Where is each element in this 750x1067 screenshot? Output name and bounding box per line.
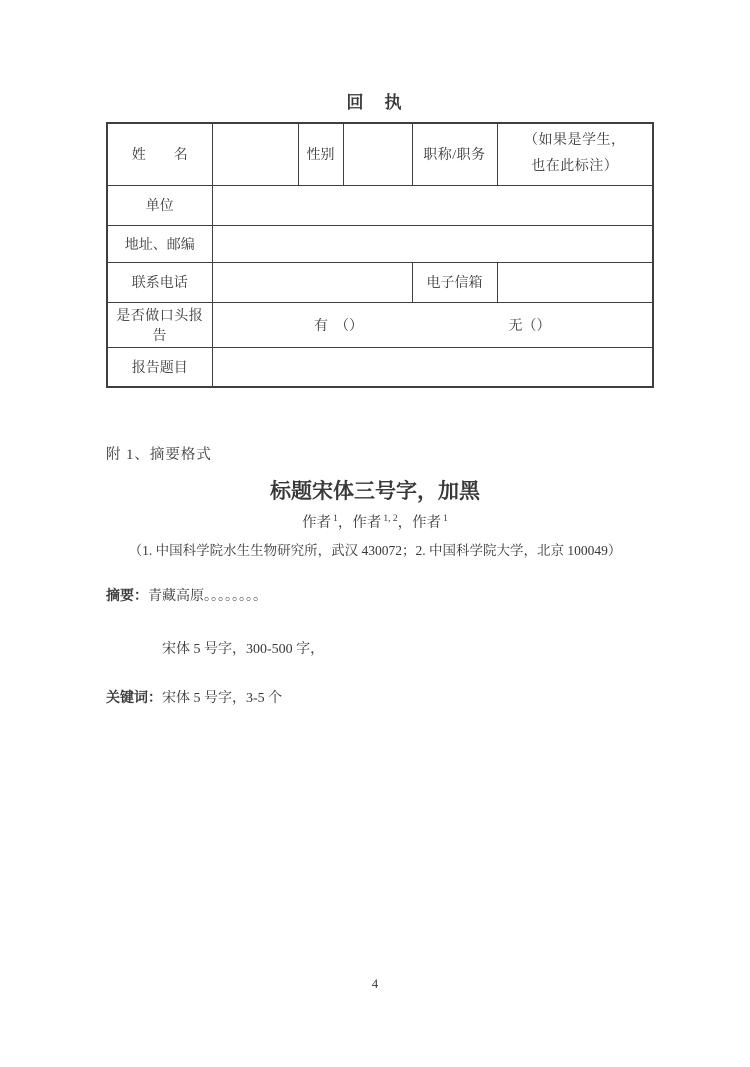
table-row-organization — [107, 185, 653, 225]
phone-label-cell: 联系电话 — [107, 262, 212, 302]
author-separator-2: ， — [397, 515, 413, 531]
author-1-superscript: 1 — [333, 514, 338, 525]
report-title-value-cell — [212, 347, 653, 387]
abstract-format-title: 标题宋体三号字，加黑 — [270, 479, 480, 503]
oral-yes-option: 有 （） — [314, 318, 363, 334]
org-label-cell: 单位 — [107, 185, 212, 225]
oral-report-options-cell — [212, 302, 653, 347]
name-label-cell: 姓 名 — [107, 123, 212, 185]
table-row-name — [107, 123, 653, 185]
author-separator-1: ， — [337, 515, 353, 531]
authors-line — [0, 511, 750, 532]
oral-report-label-cell: 是否做口头报告 — [107, 302, 212, 347]
email-label-cell: 电子信箱 — [412, 262, 497, 302]
author-2-superscript: 1, 2 — [383, 514, 398, 525]
table-row-report-title — [107, 347, 653, 387]
author-3 — [412, 515, 448, 531]
author-1 — [302, 515, 338, 531]
abstract-line — [106, 585, 267, 605]
author-2 — [352, 515, 397, 531]
abstract-label: 摘要： — [106, 589, 148, 604]
affiliation-line: （1. 中国科学院水生生物研究所，武汉 430072；2. 中国科学院大学，北京 100049） — [128, 543, 622, 558]
keywords-label: 关键词： — [106, 691, 162, 706]
table-row-contact — [107, 262, 653, 302]
gender-label-cell: 性别 — [298, 123, 343, 185]
position-label-cell: 职称/职务 — [412, 123, 497, 185]
name-value-cell — [212, 123, 298, 185]
oral-no-option: 无（） — [508, 318, 551, 334]
phone-value-cell — [212, 262, 412, 302]
author-3-superscript: 1 — [443, 514, 448, 525]
table-row-oral-report — [107, 302, 653, 347]
author-1-name: 作者 — [302, 515, 332, 531]
student-note-line2: 也在此标注） — [531, 159, 619, 175]
keywords-line — [106, 687, 282, 707]
reply-form-table — [106, 122, 654, 388]
abstract-text: 青藏高原。。。。。。。。 — [148, 589, 267, 604]
author-3-name: 作者 — [412, 515, 442, 531]
student-note-cell — [497, 123, 653, 185]
email-value-cell — [497, 262, 653, 302]
org-value-cell — [212, 185, 653, 225]
reply-slip-title: 回 执 — [346, 93, 404, 112]
body-font-note: 宋体 5 号字，300-500 字， — [162, 642, 325, 657]
attachment-heading: 附 1、摘要格式 — [106, 447, 212, 463]
keywords-text: 宋体 5 号字，3-5 个 — [162, 691, 283, 706]
student-note-line1: （如果是学生， — [524, 133, 626, 149]
page-number: 4 — [371, 977, 379, 991]
address-value-cell — [212, 225, 653, 262]
author-2-name: 作者 — [352, 515, 382, 531]
table-row-address — [107, 225, 653, 262]
gender-value-cell — [343, 123, 412, 185]
address-label-cell: 地址、邮编 — [107, 225, 212, 262]
report-title-label-cell: 报告题目 — [107, 347, 212, 387]
